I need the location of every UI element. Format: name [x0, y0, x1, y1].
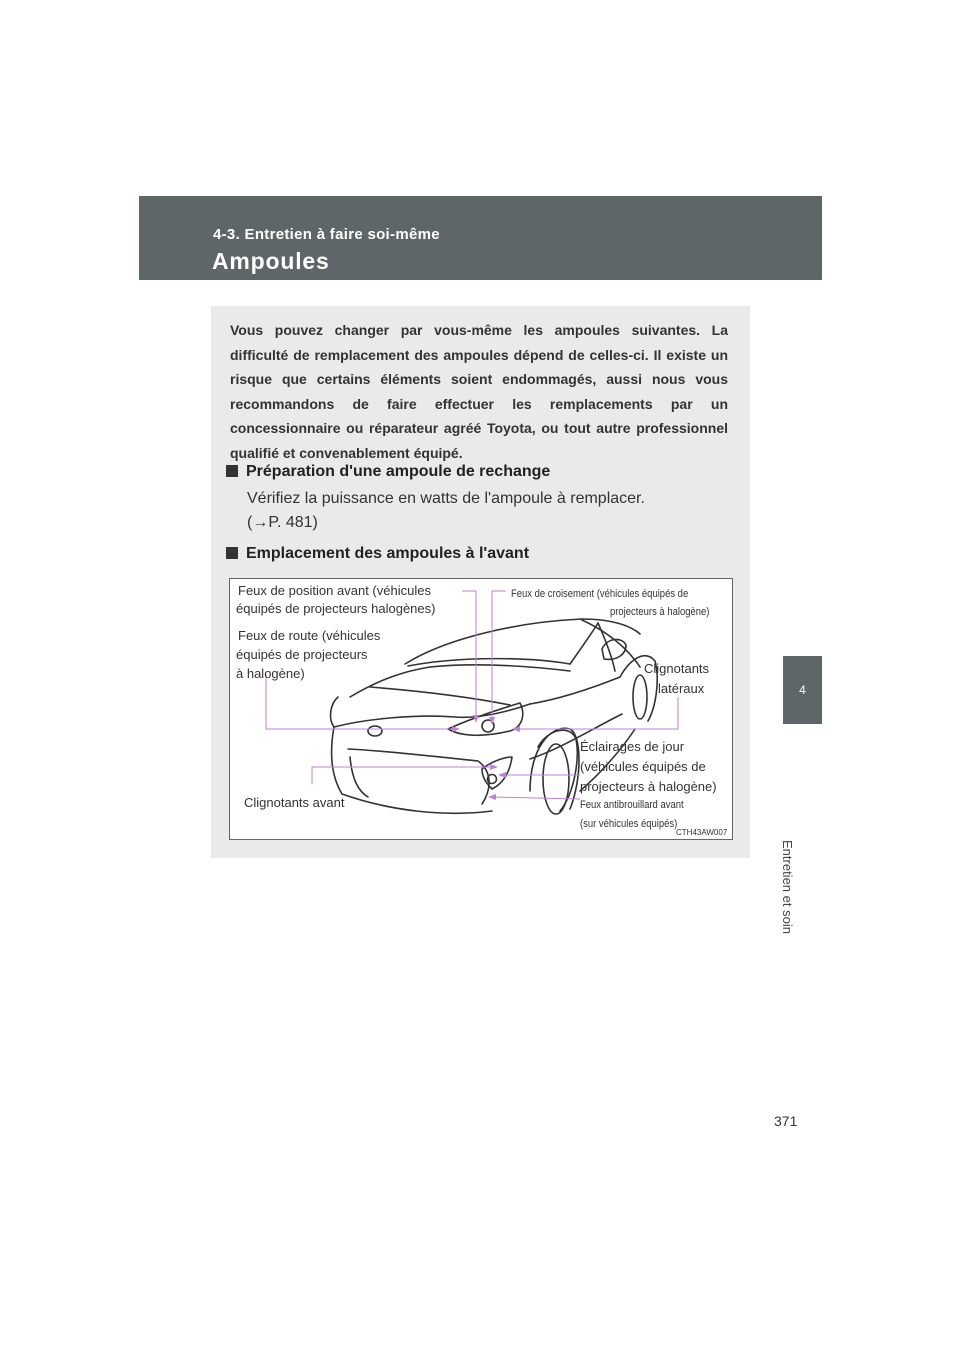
page-reference-link[interactable]: (→P. 481) [247, 514, 318, 531]
label-low-beam-2: projecteurs à halogène) [610, 606, 710, 618]
section-heading-preparation-text: Préparation d'une ampoule de rechange [246, 463, 551, 480]
chapter-tab[interactable]: 4 [783, 656, 822, 724]
square-bullet-icon [226, 547, 238, 559]
instruction-text: Vérifiez la puissance en watts de l'ampoule à remplacer. [247, 490, 645, 507]
chapter-tab-label [780, 740, 822, 934]
label-drl-3: projecteurs à halogène) [580, 779, 717, 794]
content-box [211, 306, 750, 858]
label-side-turn-2: latéraux [658, 681, 705, 696]
section-heading-preparation [226, 463, 550, 481]
section-title: 4-3. Entretien à faire soi-même [213, 226, 440, 243]
label-fog-2: (sur véhicules équipés) [580, 818, 678, 830]
chapter-tab-label-text: Entretien et soin [780, 840, 795, 934]
label-front-position-lights-1: Feux de position avant (véhicules [238, 583, 431, 598]
label-drl-2: (véhicules équipés de [580, 759, 706, 774]
label-high-beam-1: Feux de route (véhicules [238, 628, 381, 643]
section-heading-front-bulbs [226, 545, 529, 563]
intro-paragraph: Vous pouvez changer par vous-même les ampoules suivantes. La difficulté de remplacement des ampoules dépend de celles-ci. Il existe un risque que certains éléments soient endommagés, aussi nous vous recommandons de faire effectuer les remplacements par un concessionnaire ou réparateur agréé Toyota, ou tout autre professionnel qualifié et convenablement équipé. [230, 322, 728, 461]
figure-code: CTH43AW007 [676, 828, 728, 837]
label-high-beam-2: équipés de projecteurs [236, 647, 368, 662]
page-number: 371 [774, 1113, 798, 1129]
label-front-turn: Clignotants avant [244, 795, 345, 810]
square-bullet-icon [226, 465, 238, 477]
chapter-header [139, 196, 822, 280]
label-high-beam-3: à halogène) [236, 666, 305, 681]
label-side-turn-1: Clignotants [644, 661, 710, 676]
label-fog-1: Feux antibrouillard avant [580, 799, 684, 811]
front-bulbs-figure [229, 578, 733, 840]
label-low-beam-1: Feux de croisement (véhicules équipés de [511, 588, 689, 600]
page-title: Ampoules [212, 248, 330, 274]
section-heading-front-bulbs-text: Emplacement des ampoules à l'avant [246, 545, 530, 562]
label-front-position-lights-2: équipés de projecteurs halogènes) [236, 601, 436, 616]
label-drl-1: Éclairages de jour [580, 739, 685, 754]
